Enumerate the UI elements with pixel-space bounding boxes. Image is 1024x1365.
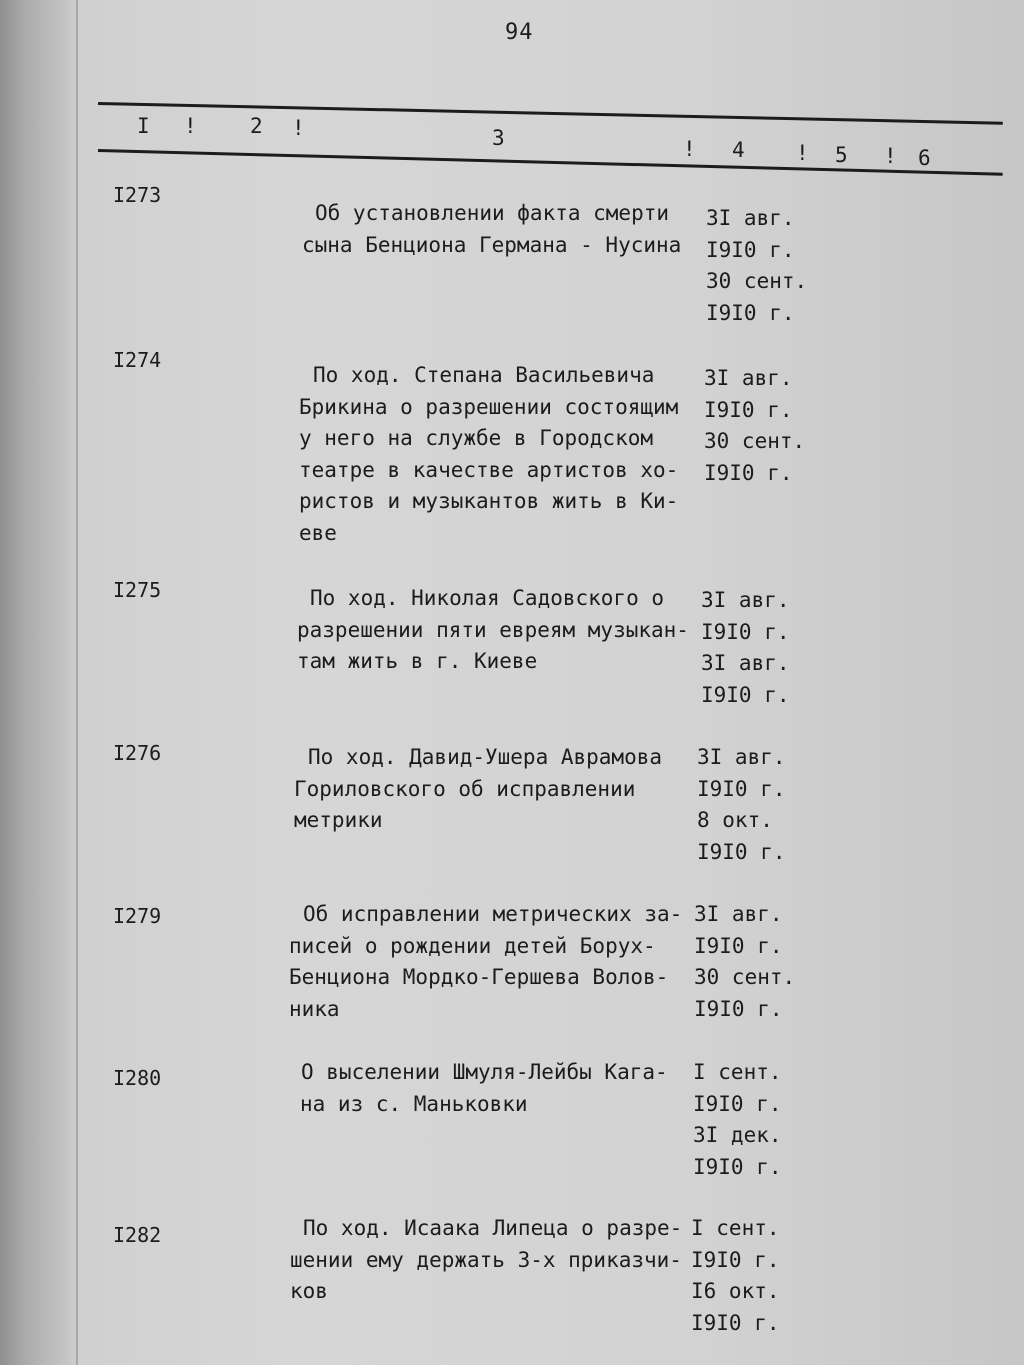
header-col-2: 2	[250, 114, 263, 138]
entry-text: По ход. Исаака Липеца о разре- шении ему держать 3-х приказчи- ков	[290, 1216, 683, 1303]
entry-number: I274	[113, 348, 162, 372]
entry-text: Об установлении факта смерти сына Бенциона Германа - Нусина	[302, 201, 682, 257]
entry-text: Об исправлении метрических за- писей о рождении детей Борух- Бенциона Мордко-Гершева Волов- ника	[289, 902, 683, 1021]
entry-number: I282	[113, 1223, 162, 1247]
entry-dates: I сент. I9I0 г. 3I дек. I9I0 г.	[693, 1060, 782, 1179]
entry-text: По ход. Николая Садовского о разрешении пяти евреям музыкан- там жить в г. Киеве	[297, 586, 689, 673]
binding-edge	[0, 0, 78, 1365]
header-col-1: I	[137, 114, 150, 138]
header-col-6: 6	[918, 146, 931, 170]
entry-text: О выселении Шмуля-Лейбы Кага- на из с. Маньковки	[300, 1060, 668, 1116]
entry-dates: 3I авг. I9I0 г. 30 сент. I9I0 г.	[706, 206, 808, 325]
table-header-rule	[98, 149, 1003, 176]
entry-number: I276	[113, 741, 162, 765]
header-sep-5: !	[884, 144, 897, 168]
entry-dates: 3I авг. I9I0 г. 8 окт. I9I0 г.	[697, 745, 786, 864]
header-col-4: 4	[732, 138, 745, 162]
entry-text: По ход. Давид-Ушера Аврамова Гориловского об исправлении метрики	[294, 745, 663, 832]
entry-text: По ход. Степана Васильевича Брикина о разрешении состоящим у него на службе в Городском театре в качестве артистов хо- ристов и музыкантов жить в Ки- еве	[299, 363, 679, 545]
entry-dates: I сент. I9I0 г. I6 окт. I9I0 г.	[691, 1216, 780, 1335]
entry-number: I279	[113, 904, 162, 928]
page-number: 94	[505, 20, 534, 45]
page-fold	[76, 0, 78, 1365]
entry-dates: 3I авг. I9I0 г. 30 сент. I9I0 г.	[704, 366, 806, 485]
header-sep-1: !	[184, 114, 197, 138]
table-top-rule	[98, 102, 1003, 125]
header-sep-2: !	[292, 116, 305, 140]
entry-number: I280	[113, 1066, 162, 1090]
header-col-5: 5	[835, 143, 848, 167]
header-sep-4: !	[796, 141, 809, 165]
entry-number: I273	[113, 183, 162, 207]
entry-number: I275	[113, 578, 162, 602]
header-sep-3: !	[683, 137, 696, 161]
entry-dates: 3I авг. I9I0 г. 3I авг. I9I0 г.	[701, 588, 790, 707]
header-col-3: 3	[492, 126, 505, 150]
entry-dates: 3I авг. I9I0 г. 30 сент. I9I0 г.	[694, 902, 796, 1021]
